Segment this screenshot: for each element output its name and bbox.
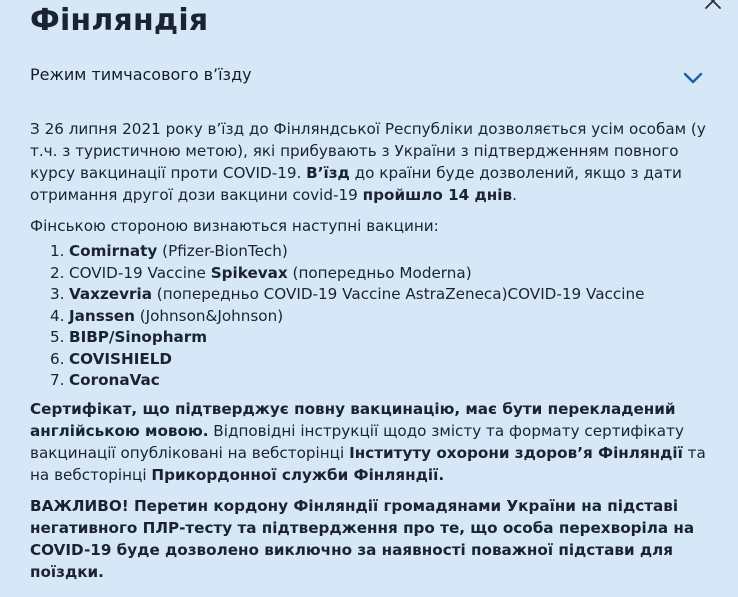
chevron-down-icon[interactable] bbox=[682, 68, 704, 88]
list-item: 4. Janssen (Johnson&Johnson) bbox=[50, 306, 284, 325]
certificate-text-1: Відповідні інструкції щодо змісту та формату сертифікату вакцинації опубліковані на вебсторінці bbox=[30, 421, 684, 462]
certificate-paragraph bbox=[30, 398, 720, 486]
certificate-bold-2: Інституту охорони здоров’я Фінляндії bbox=[349, 443, 683, 462]
important-text: ВАЖЛИВО! Перетин кордону Фінляндії громадянами України на підставі негативного ПЛР-тесту та підтвердження про те, що особа перехворіла на COVID-19 буде дозволено виключно за наявності поважної підстави для поїздки. bbox=[30, 496, 695, 581]
entry-bold-2: пройшло 14 днів bbox=[362, 186, 513, 204]
entry-rules-paragraph bbox=[30, 118, 720, 206]
entry-bold-1: В’їзд bbox=[306, 164, 350, 182]
entry-text-1: З 26 липня 2021 року в’їзд до Фінляндської Республіки дозволяється усім особам (у т.ч. з туристичною метою), які прибувають з України з підтвердженням повного курсу вакцинації проти COVID-19. bbox=[30, 120, 706, 182]
certificate-text-2: та на вебсторінці bbox=[30, 443, 706, 484]
vaccines-intro: Фінською стороною визнаються наступні вакцини: bbox=[30, 217, 439, 235]
important-notice bbox=[30, 495, 720, 583]
close-button[interactable] bbox=[702, 0, 724, 12]
vaccine-list bbox=[30, 241, 720, 392]
accordion-toggle-temporary-entry[interactable] bbox=[30, 60, 710, 94]
list-item: 3. Vaxzevria (попередньо COVID-19 Vaccine AstraZeneca)COVID-19 Vaccine bbox=[50, 285, 645, 303]
certificate-bold-1: Сертифікат, що підтверджує повну вакцинацію, має бути перекладений англійською мовою. bbox=[30, 399, 676, 440]
entry-text-2: до країни буде дозволений, якщо з дати отримання другої дози вакцини covid-19 bbox=[30, 164, 682, 204]
close-icon bbox=[702, 0, 724, 12]
certificate-bold-3: Прикордонної служби Фінляндії. bbox=[151, 465, 445, 484]
list-item: 7. CoronaVac bbox=[50, 371, 160, 389]
accordion-content bbox=[30, 118, 720, 583]
accordion-title: Режим тимчасового в’їзду bbox=[30, 65, 252, 84]
list-item: 5. BIBP/Sinopharm bbox=[50, 328, 208, 346]
list-item: 1. Comirnaty (Pfizer-BionTech) bbox=[50, 242, 288, 260]
list-item: 2. COVID-19 Vaccine Spikevax (попередньо Moderna) bbox=[50, 263, 472, 282]
entry-text-3: . bbox=[512, 186, 517, 204]
page-title: Фінляндія bbox=[30, 3, 209, 38]
list-item: 6. COVISHIELD bbox=[50, 349, 173, 368]
